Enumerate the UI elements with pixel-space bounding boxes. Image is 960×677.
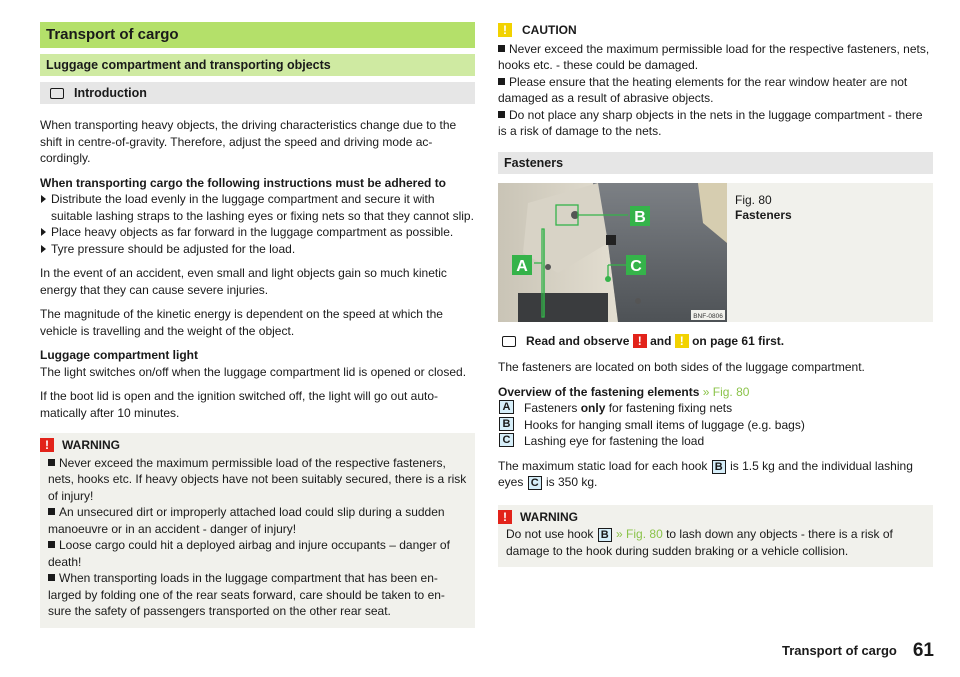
page-footer xyxy=(782,640,934,661)
right-column xyxy=(498,22,933,567)
load-paragraph: The maximum static load for each hook B is 1.5 kg and the individual lashing eyes C is 350 kg. xyxy=(498,458,913,489)
light-paragraph: The light switches on/off when the luggage compartment lid is opened or closed. xyxy=(40,364,467,379)
list-item: Place heavy objects as far forward in the luggage compartment as possible. xyxy=(40,224,475,241)
caution-title: CAUTION xyxy=(522,23,577,37)
read-observe-line: Read and observe ! and ! on page 61 first. xyxy=(498,333,933,350)
list-item: Please ensure that the heating elements for the rear window heater are not damaged as a result of abrasive objects. xyxy=(498,74,908,105)
list-item: Do not place any sharp objects in the nets in the luggage compartment - there is a risk of damage to the nets. xyxy=(498,107,923,138)
square-bullet-icon xyxy=(48,574,55,581)
caution-box xyxy=(498,22,933,140)
legend-item: C Lashing eye for fastening the load xyxy=(498,433,933,450)
kinetic-paragraph: In the event of an accident, even small and light objects gain so much kinetic energy that they can cause severe injuries. xyxy=(40,266,447,297)
legend-item: A Fasteners only for fastening fixing nets xyxy=(498,400,933,417)
figure-caption xyxy=(727,183,800,322)
bullet-arrow-icon xyxy=(41,228,46,236)
list-item: Distribute the load evenly in the luggage compartment and secure it with suitable lashing straps to the lashing eyes or fixing nets so that they cannot slip. xyxy=(40,191,475,224)
magnitude-paragraph: The magnitude of the kinetic energy is dependent on the speed at which the vehicle is travelling and the weight of the object. xyxy=(40,307,443,338)
square-bullet-icon xyxy=(498,78,505,85)
intro-paragraph: When transporting heavy objects, the driving characteristics change due to the shift in centre-of-gravity. Therefore, adjust the speed and driving mode ac-cordingly. xyxy=(40,118,457,165)
figure-number: Fig. 80 xyxy=(735,192,772,207)
page-number: 61 xyxy=(912,640,934,661)
bullet-arrow-icon xyxy=(41,195,46,203)
warning-title: WARNING xyxy=(62,438,120,452)
warning-box xyxy=(40,433,475,628)
fasteners-figure xyxy=(498,183,727,322)
figure-label-b: B xyxy=(634,208,646,226)
hook-warning-text: Do not use hook B » Fig. 80 to lash down any objects - there is a risk of damage to the hook during sudden braking or a vehicle collision. xyxy=(506,527,893,558)
list-item: Never exceed the maximum permissible load of the respective fasteners, nets, hooks etc. If heavy objects have not been suitably secured, there is a risk of injury! xyxy=(48,455,467,503)
caution-icon: ! xyxy=(498,23,512,37)
square-bullet-icon xyxy=(48,541,55,548)
footer-section: Transport of cargo xyxy=(782,643,897,658)
list-item: Never exceed the maximum permissible load for the respective fasteners, nets, hooks etc. - these could be damaged. xyxy=(498,41,930,72)
figure-label-a: A xyxy=(516,257,528,275)
caution-header xyxy=(498,22,933,39)
figure-link[interactable]: » Fig. 80 xyxy=(702,384,750,399)
figure-label-c: C xyxy=(630,257,642,275)
light-heading: Luggage compartment light xyxy=(40,348,199,362)
legend-item: B Hooks for hanging small items of luggage (e.g. bags) xyxy=(498,417,933,434)
section-title: Transport of cargo xyxy=(40,22,475,48)
caution-ref-icon: ! xyxy=(675,334,689,348)
warning-icon: ! xyxy=(40,438,54,452)
location-paragraph: The fasteners are located on both sides of the luggage compartment. xyxy=(498,360,865,374)
list-item: Tyre pressure should be adjusted for the load. xyxy=(40,241,475,258)
luggage-compartment-illustration xyxy=(498,183,727,322)
warning-ref-icon: ! xyxy=(633,334,647,348)
warning-icon: ! xyxy=(498,510,512,524)
square-bullet-icon xyxy=(498,111,505,118)
list-item: Loose cargo could hit a deployed airbag and injure occupants – danger of death! xyxy=(48,538,450,569)
figure-title: Fasteners xyxy=(735,207,792,222)
figure-block xyxy=(498,183,933,322)
warning-title: WARNING xyxy=(520,509,578,524)
warning-header xyxy=(40,437,467,454)
left-column xyxy=(40,22,475,628)
warning-header xyxy=(498,509,925,526)
intro-heading-label: Introduction xyxy=(74,86,147,100)
figure-code: BNF-0806 xyxy=(693,312,723,320)
figure-link[interactable]: » Fig. 80 xyxy=(616,527,663,541)
intro-heading xyxy=(40,82,475,104)
overview-line: Overview of the fastening elements » Fig. 80 xyxy=(498,384,750,399)
list-item: An unsecured dirt or improperly attached load could slip during a sudden manoeuvre or in an accident - danger of injury! xyxy=(48,505,445,536)
square-bullet-icon xyxy=(48,459,55,466)
hook-warning-box xyxy=(498,505,933,568)
fasteners-heading: Fasteners xyxy=(498,152,933,174)
list-item: When transporting loads in the luggage compartment that has been en-larged by folding one of the rear seats forward, care should be taken to en-sure the safety of passengers transported on the other rear seat. xyxy=(48,571,445,618)
book-icon xyxy=(502,336,516,346)
square-bullet-icon xyxy=(498,45,505,52)
instructions-heading: When transporting cargo the following instructions must be adhered to xyxy=(40,175,447,190)
book-icon xyxy=(50,88,64,98)
square-bullet-icon xyxy=(48,508,55,515)
boot-lid-paragraph: If the boot lid is open and the ignition switched off, the light will go out auto-matically after 10 minutes. xyxy=(40,389,439,420)
bullet-arrow-icon xyxy=(41,245,46,253)
subsection-title: Luggage compartment and transporting objects xyxy=(40,54,475,76)
